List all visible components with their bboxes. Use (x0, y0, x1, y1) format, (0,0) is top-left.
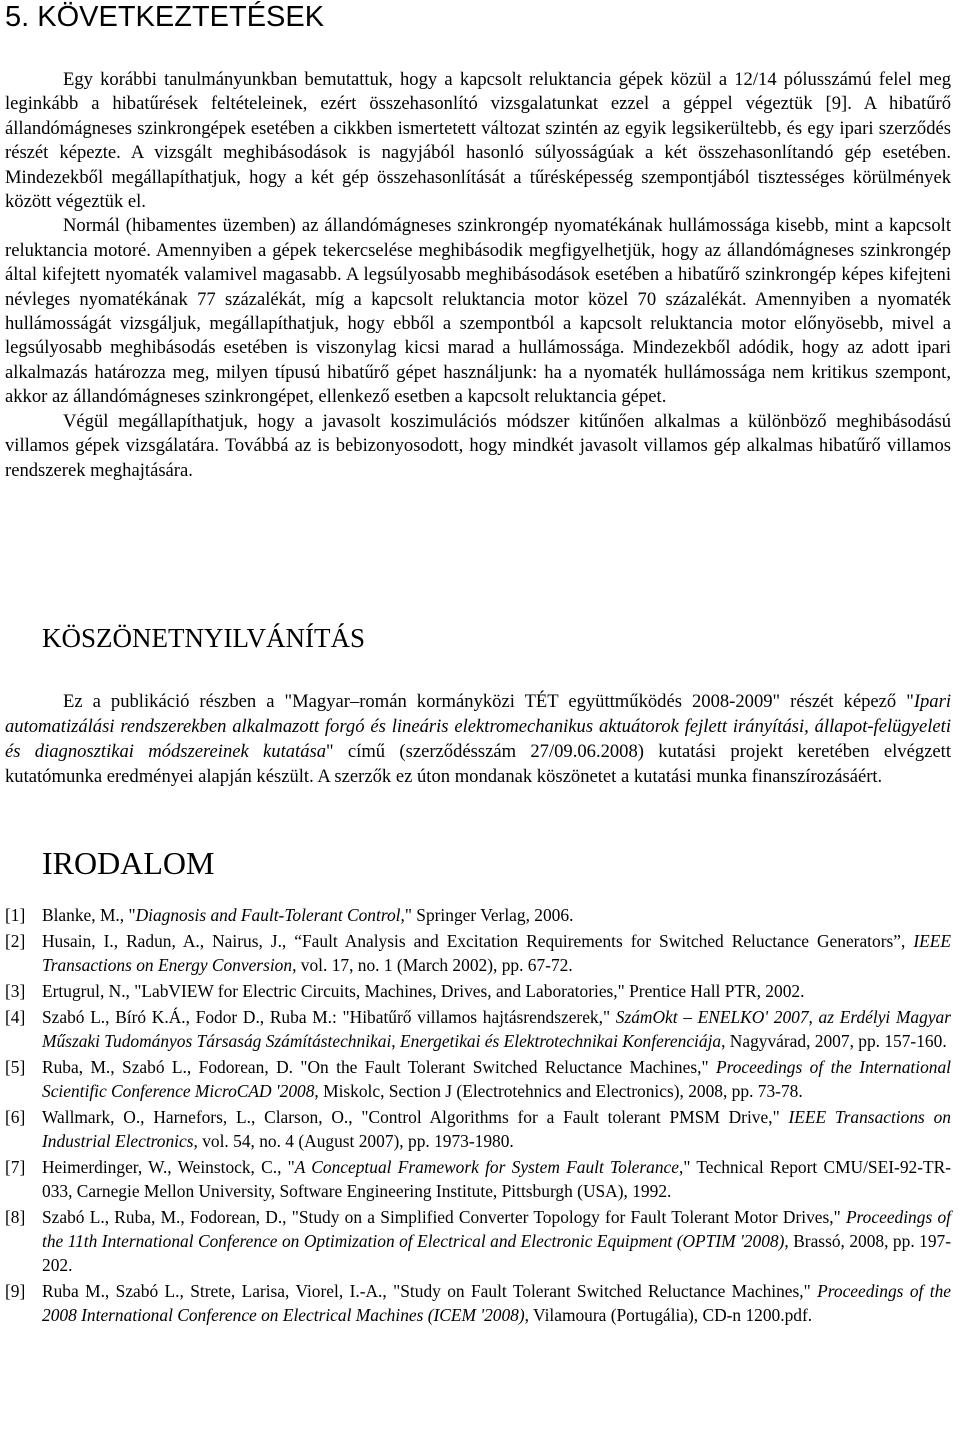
section-heading-references: IRODALOM (42, 845, 215, 881)
acknowledgement-text-end: " című (szerződésszám 27/09.06.2008) kutatási projekt keretében elvégzett kutatómunka eredményei alapján készült. A szerzők ez úton mondanak köszönetet a kutatási munka finanszírozásáért. (5, 741, 951, 787)
reference-text: Szabó L., Bíró K.Á., Fodor D., Ruba M.: "Hibatűrő villamos hajtásrendszerek," SzámOkt – ENELKO' 2007, az Erdélyi Magyar Műszaki Tudományos Társaság Számítástechnikai, Energetikai és Elektrotechnikai Konferenciája, Nagyvárad, 2007, pp. 157-160. (42, 1006, 952, 1051)
reference-number: [7] (5, 1156, 26, 1177)
reference-item (5, 1105, 951, 1153)
conclusions-paragraph-3: Végül megállapíthatjuk, hogy a javasolt koszimulációs módszer kitűnően alkalmas a különböző meghibásodású villamos gépek vizsgálatára. Továbbá az is bebizonyosodott, hogy mindkét javasolt villamos gép alkalmas hibatűrő villamos rendszerek meghajtására. (5, 410, 951, 481)
reference-number: [8] (5, 1206, 26, 1227)
reference-text: Heimerdinger, W., Weinstock, C., "A Conceptual Framework for System Fault Tolerance," Technical Report CMU/SEI-92-TR-033, Carnegie Mellon University, Software Engineering Institute, Pittsburgh (USA), 1992. (42, 1156, 952, 1201)
conclusions-paragraph-2: Normál (hibamentes üzemben) az állandómágneses szinkrongép nyomatékának hullámossága kisebb, mint a kapcsolt reluktancia motoré. Amennyiben a gépek tekercselése meghibásodik megfigyelhetjük, hogy az állandómágneses szinkrongép által kifejtett nyomaték valamivel magasabb. A legsúlyosabb meghibásodások esetében a hibatűrő szinkrongép képes kifejteni névleges nyomatékának 77 százalékát, míg a kapcsolt reluktancia motor közel 70 százalékát. Amennyiben a nyomaték hullámosságát vizsgáljuk, megállapíthatjuk, hogy ebből a szempontból a kapcsolt reluktancia motor előnyösebb, mivel a legsúlyosabb meghibásodás esetében is viszonylag kicsi marad a hullámossága. Mindezekből adódik, hogy az adott ipari alkalmazás határozza meg, milyen típusú hibatűrő gépet használjunk: ha a nyomaték hullámossága nem kritikus szempont, akkor az állandómágneses szinkrongépet, ellenkező esetben a kapcsolt reluktancia gépet. (5, 215, 951, 408)
reference-number: [1] (5, 905, 26, 925)
reference-text: Ruba, M., Szabó L., Fodorean, D. "On the Fault Tolerant Switched Reluctance Machines," Proceedings of the International Scientific Conference MicroCAD '2008, Miskolc, Section J (Electrotehnics and Electronics), 2008, pp. 73-78. (42, 1056, 951, 1101)
acknowledgement-paragraph (5, 689, 951, 789)
section-heading-conclusions: 5. KÖVETKEZTETÉSEK (5, 1, 325, 33)
reference-item (5, 1205, 951, 1278)
reference-number: [4] (5, 1006, 26, 1027)
reference-text: Ruba M., Szabó L., Strete, Larisa, Viorel, I.-A., "Study on Fault Tolerant Switched Reluctance Machines," Proceedings of the 2008 International Conference on Electrical Machines (ICEM '2008), Vilamoura (Portugália), CD-n 1200.pdf. (42, 1280, 951, 1325)
reference-number: [6] (5, 1106, 26, 1127)
reference-item (5, 929, 951, 977)
reference-item (5, 1155, 951, 1203)
reference-number: [9] (5, 1280, 26, 1301)
reference-number: [3] (5, 980, 26, 1001)
section-heading-acknowledgement: KÖSZÖNETNYILVÁNÍTÁS (42, 623, 365, 653)
reference-item (5, 903, 951, 927)
reference-item (5, 1005, 951, 1053)
acknowledgement-text-start: Ez a publikáció részben a "Magyar–román kormányközi TÉT együttműködés 2008-2009" részét képező " (63, 691, 914, 712)
reference-number: [2] (5, 930, 26, 951)
reference-text: Szabó L., Ruba, M., Fodorean, D., "Study on a Simplified Converter Topology for Fault Tolerant Motor Drives," Proceedings of the 11th International Conference on Optimization of Electrical and Electronic Equipment (OPTIM '2008), Brassó, 2008, pp. 197-202. (42, 1206, 951, 1275)
reference-list (5, 903, 951, 1329)
reference-text: Husain, I., Radun, A., Nairus, J., “Fault Analysis and Excitation Requirements for Switched Reluctance Generators”, IEEE Transactions on Energy Conversion, vol. 17, no. 1 (March 2002), pp. 67-72. (42, 930, 951, 975)
reference-text: Wallmark, O., Harnefors, L., Clarson, O., "Control Algorithms for a Fault tolerant PMSM Drive," IEEE Transactions on Industrial Electronics, vol. 54, no. 4 (August 2007), pp. 1973-1980. (42, 1106, 951, 1151)
reference-text: Ertugrul, N., "LabVIEW for Electric Circuits, Machines, Drives, and Laboratories," Prentice Hall PTR, 2002. (42, 980, 805, 1001)
conclusions-paragraph-1: Egy korábbi tanulmányunkban bemutattuk, hogy a kapcsolt reluktancia gépek közül a 12/14 pólusszámú felel meg leginkább a hibatűrések feltételeinek, ezért összehasonlító vizsgalatunkat ezzel a géppel végeztük [9]. A hibatűrő állandómágneses szinkrongépek esetében a cikkben ismertetett változat szintén az egyik legsikerültebb, és egy ipari szerződés részét képezte. A vizsgált meghibásodások is nagyjából hasonló súlyosságúak a két összehasonlítandó gép esetében. Mindezekből megállapíthatjuk, hogy a két gép összehasonlítását a tűrésképesség szempontjából tisztességes körülmények között végeztük el. (5, 69, 951, 213)
reference-number: [5] (5, 1056, 26, 1077)
acknowledgement-project-title: Ipari automatizálási rendszerekben alkalmazott forgó és lineáris elektromechanikus aktuátorok fejlett irányítási, állapot-felügyeleti és diagnosztikai módszereinek kutatása (5, 691, 951, 762)
reference-item (5, 1055, 951, 1103)
conclusions-body (5, 68, 951, 483)
reference-item (5, 979, 951, 1003)
reference-item (5, 1279, 951, 1327)
reference-text: Blanke, M., "Diagnosis and Fault-Tolerant Control," Springer Verlag, 2006. (42, 905, 574, 925)
